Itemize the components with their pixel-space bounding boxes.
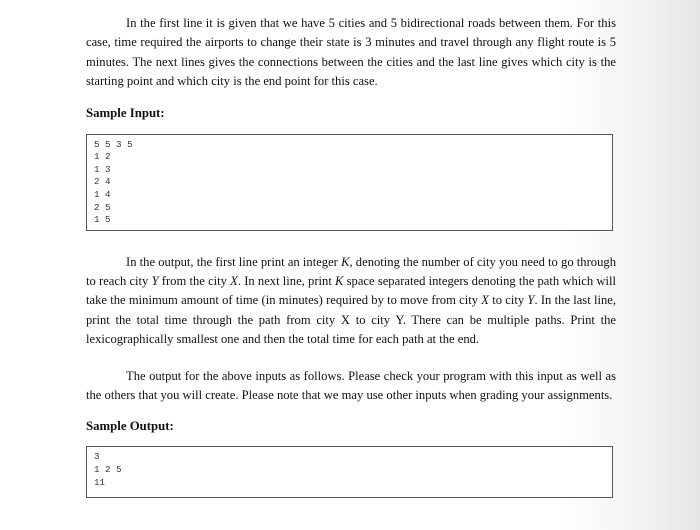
sample-input-heading: Sample Input: (86, 105, 165, 120)
var-y: Y (527, 293, 535, 308)
output-text: , denoting the number of city you need to go through to reach city (86, 254, 616, 289)
sample-output-line: 1 2 5 (94, 464, 122, 476)
sample-input-line: 5 5 3 5 (94, 138, 133, 150)
output-text: In the output, the first line print an integer (126, 254, 342, 269)
output-text: . In the last line, print the total time through the path from city X to city Y. There can be multiple paths. Print the lexicographically smallest one and then the total time for each path at the end. (86, 293, 616, 347)
intro-paragraph: In the first line it is given that we have 5 cities and 5 bidirectional roads between them. For this case, time required the airports to change their state is 3 minutes and travel through any flight route is 5 minutes. The next lines gives the connections between the cities and the last line gives which city is the starting point and which city is the end point for this case. (86, 16, 616, 89)
sample-output-line: 11 (94, 476, 106, 488)
output-text: . In next line, print (237, 274, 336, 289)
sample-output-heading: Sample Output: (86, 419, 174, 434)
sample-output-line: 3 (94, 451, 100, 463)
var-k: K (341, 254, 350, 269)
output-paragraph (86, 253, 616, 350)
sample-input-line: 2 4 (94, 176, 111, 188)
sample-input-line: 1 4 (94, 189, 111, 200)
var-k: K (335, 274, 344, 289)
output-text: from the city (158, 274, 231, 289)
check-paragraph: The output for the above inputs as follows. Please check your program with this input as well as the others that you will create. Please note that we may use other inputs when grading your assignments. (86, 368, 616, 403)
sample-input-line: 2 5 (94, 201, 111, 213)
sample-input-line: 1 3 (94, 163, 111, 175)
sample-output-box (86, 446, 613, 498)
output-text: space separated integers denoting the path which will take the minimum amount of time (in minutes) required by to move from city (86, 274, 616, 308)
var-x: X (481, 293, 489, 308)
sample-input-box (86, 134, 613, 231)
var-y: Y (151, 274, 159, 289)
var-x: X (230, 274, 238, 289)
output-text: to city (488, 293, 528, 308)
document-page (86, 10, 616, 498)
sample-input-line: 1 2 (94, 151, 111, 163)
sample-input-line: 1 5 (94, 214, 111, 226)
